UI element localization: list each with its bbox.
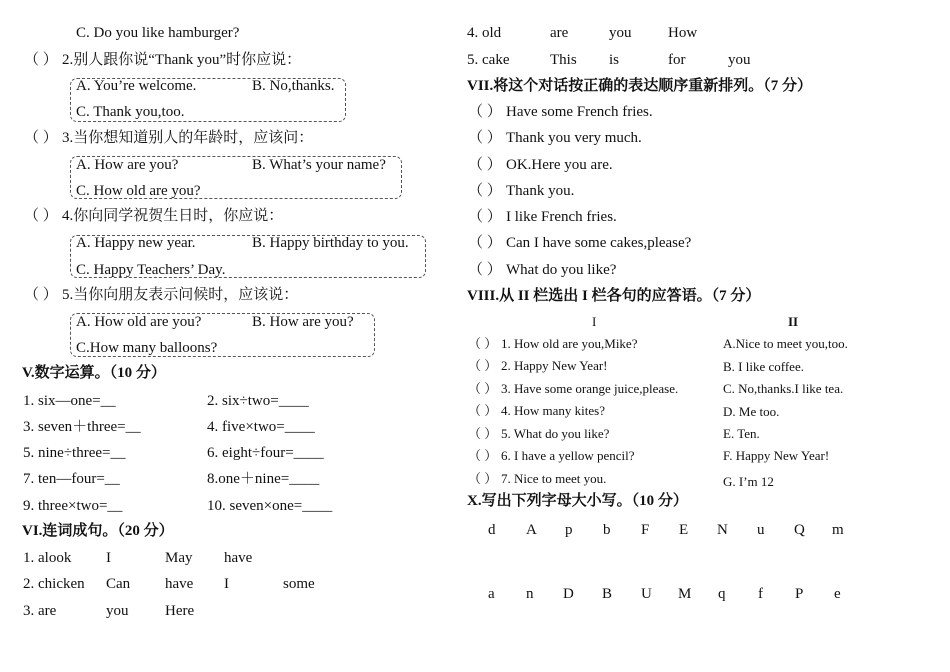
answer-paren[interactable]: （ ） <box>468 336 498 351</box>
section-5-title: V.数字运算。（10 分） <box>22 365 166 381</box>
scrambled-word: is <box>609 52 620 68</box>
math-item: 6. eight÷four=____ <box>207 445 324 461</box>
scrambled-word: I <box>106 550 111 566</box>
match-question: 1. How old are you,Mike? <box>501 336 638 351</box>
letter: n <box>526 586 534 602</box>
scrambled-word: have <box>224 550 253 566</box>
letter: E <box>679 522 689 538</box>
match-answer: G. I’m 12 <box>723 474 774 489</box>
scrambled-word: Here <box>165 603 195 619</box>
dialogue-line: I like French fries. <box>506 209 617 225</box>
match-question: 6. I have a yellow pencil? <box>501 448 635 463</box>
letter: b <box>603 522 611 538</box>
letter: q <box>718 586 726 602</box>
answer-paren[interactable]: （ ） <box>468 403 498 418</box>
scrambled-word: 1. alook <box>23 550 72 566</box>
question-stem: 2.别人跟你说“Thank you”时你应说： <box>62 52 302 68</box>
math-item: 9. three×two=__ <box>23 498 123 514</box>
option-a[interactable]: A. How old are you? <box>76 314 202 330</box>
answer-paren[interactable]: （ ） <box>468 426 498 441</box>
dialogue-line: Thank you very much. <box>506 130 642 146</box>
match-answer: D. Me too. <box>723 404 780 419</box>
letter: B <box>602 586 613 602</box>
letter: d <box>488 522 496 538</box>
option-c[interactable]: C. How old are you? <box>76 183 201 199</box>
question-stem: 5.当你向朋友表示问候时，应该说： <box>62 287 299 303</box>
letter: f <box>758 586 763 602</box>
scrambled-word: 4. old <box>467 25 502 41</box>
q1-option-c: C. Do you like hamburger? <box>76 25 240 41</box>
match-answer: C. No,thanks.I like tea. <box>723 381 844 396</box>
letter: m <box>832 522 844 538</box>
scrambled-word: for <box>668 52 686 68</box>
question-stem: 4.你向同学祝贺生日时，你应说： <box>62 208 284 224</box>
section-6-title: VI.连词成句。（20 分） <box>22 523 174 539</box>
dialogue-line: What do you like? <box>506 262 617 278</box>
scrambled-word: are <box>550 25 569 41</box>
answer-paren[interactable]: （ ） <box>468 471 498 486</box>
section-10-title: X.写出下列字母大小写。（10 分） <box>467 493 688 509</box>
dialogue-line: Can I have some cakes,please? <box>506 235 692 251</box>
answer-paren[interactable]: （ ） <box>468 183 502 199</box>
math-item: 3. seven＋three=__ <box>23 419 141 435</box>
math-item: 5. nine÷three=__ <box>23 445 126 461</box>
section-7-title: VII.将这个对话按正确的表达顺序重新排列。（7 分） <box>467 78 813 94</box>
scrambled-word: Can <box>106 576 131 592</box>
option-b[interactable]: B. What’s your name? <box>252 157 386 173</box>
answer-paren[interactable]: （ ） <box>468 381 498 396</box>
scrambled-word: This <box>550 52 577 68</box>
scrambled-word: 5. cake <box>467 52 510 68</box>
answer-paren[interactable]: （ ） <box>24 287 58 303</box>
letter: F <box>641 522 650 538</box>
match-question: 4. How many kites? <box>501 403 605 418</box>
scrambled-word: have <box>165 576 194 592</box>
letter: D <box>563 586 574 602</box>
math-item: 7. ten—four=__ <box>23 471 120 487</box>
section-8-title: VIII.从 II 栏选出 I 栏各句的应答语。（7 分） <box>467 288 761 304</box>
letter: a <box>488 586 495 602</box>
letter: p <box>565 522 573 538</box>
scrambled-word: you <box>609 25 632 41</box>
math-item: 4. five×two=____ <box>207 419 315 435</box>
letter: U <box>641 586 652 602</box>
letter: u <box>757 522 765 538</box>
letter: N <box>717 522 728 538</box>
dialogue-line: OK.Here you are. <box>506 157 613 173</box>
answer-paren[interactable]: （ ） <box>468 104 502 120</box>
letter: M <box>678 586 692 602</box>
answer-paren[interactable]: （ ） <box>468 235 502 251</box>
scrambled-word: How <box>668 25 698 41</box>
answer-paren[interactable]: （ ） <box>468 209 502 225</box>
dialogue-line: Have some French fries. <box>506 104 653 120</box>
answer-paren[interactable]: （ ） <box>24 52 58 68</box>
answer-paren[interactable]: （ ） <box>468 448 498 463</box>
column-ii-header: II <box>788 314 799 329</box>
match-answer: A.Nice to meet you,too. <box>723 336 848 351</box>
match-question: 2. Happy New Year! <box>501 358 608 373</box>
option-c[interactable]: C. Thank you,too. <box>76 104 185 120</box>
option-a[interactable]: A. Happy new year. <box>76 235 196 251</box>
match-question: 3. Have some orange juice,please. <box>501 381 679 396</box>
answer-paren[interactable]: （ ） <box>24 208 58 224</box>
option-c[interactable]: C.How many balloons? <box>76 340 218 356</box>
match-answer: F. Happy New Year! <box>723 448 830 463</box>
dialogue-line: Thank you. <box>506 183 575 199</box>
option-a[interactable]: A. How are you? <box>76 157 179 173</box>
match-answer: E. Ten. <box>723 426 760 441</box>
scrambled-word: you <box>728 52 751 68</box>
scrambled-word: 2. chicken <box>23 576 85 592</box>
scrambled-word: I <box>224 576 229 592</box>
option-c[interactable]: C. Happy Teachers’ Day. <box>76 262 226 278</box>
letter: Q <box>794 522 805 538</box>
math-item: 1. six—one=__ <box>23 393 116 409</box>
match-answer: B. I like coffee. <box>723 359 804 374</box>
scrambled-word: May <box>165 550 193 566</box>
match-question: 7. Nice to meet you. <box>501 471 607 486</box>
column-i-header: I <box>592 314 597 329</box>
letter: A <box>526 522 537 538</box>
option-b[interactable]: B. How are you? <box>252 314 354 330</box>
scrambled-word: some <box>283 576 315 592</box>
math-item: 8.one＋nine=____ <box>207 471 320 487</box>
scrambled-word: 3. are <box>23 603 57 619</box>
match-question: 5. What do you like? <box>501 426 610 441</box>
question-stem: 3.当你想知道别人的年龄时，应该问： <box>62 130 314 146</box>
option-b[interactable]: B. No,thanks. <box>252 78 335 94</box>
math-item: 10. seven×one=____ <box>207 498 333 514</box>
answer-paren[interactable]: （ ） <box>468 262 502 278</box>
option-b[interactable]: B. Happy birthday to you. <box>252 235 409 251</box>
answer-paren[interactable]: （ ） <box>24 130 58 146</box>
option-a[interactable]: A. You’re welcome. <box>76 78 197 94</box>
letter: e <box>834 586 841 602</box>
letter: P <box>795 586 804 602</box>
answer-paren[interactable]: （ ） <box>468 358 498 373</box>
scrambled-word: you <box>106 603 129 619</box>
math-item: 2. six÷two=____ <box>207 393 309 409</box>
answer-paren[interactable]: （ ） <box>468 130 502 146</box>
answer-paren[interactable]: （ ） <box>468 157 502 173</box>
